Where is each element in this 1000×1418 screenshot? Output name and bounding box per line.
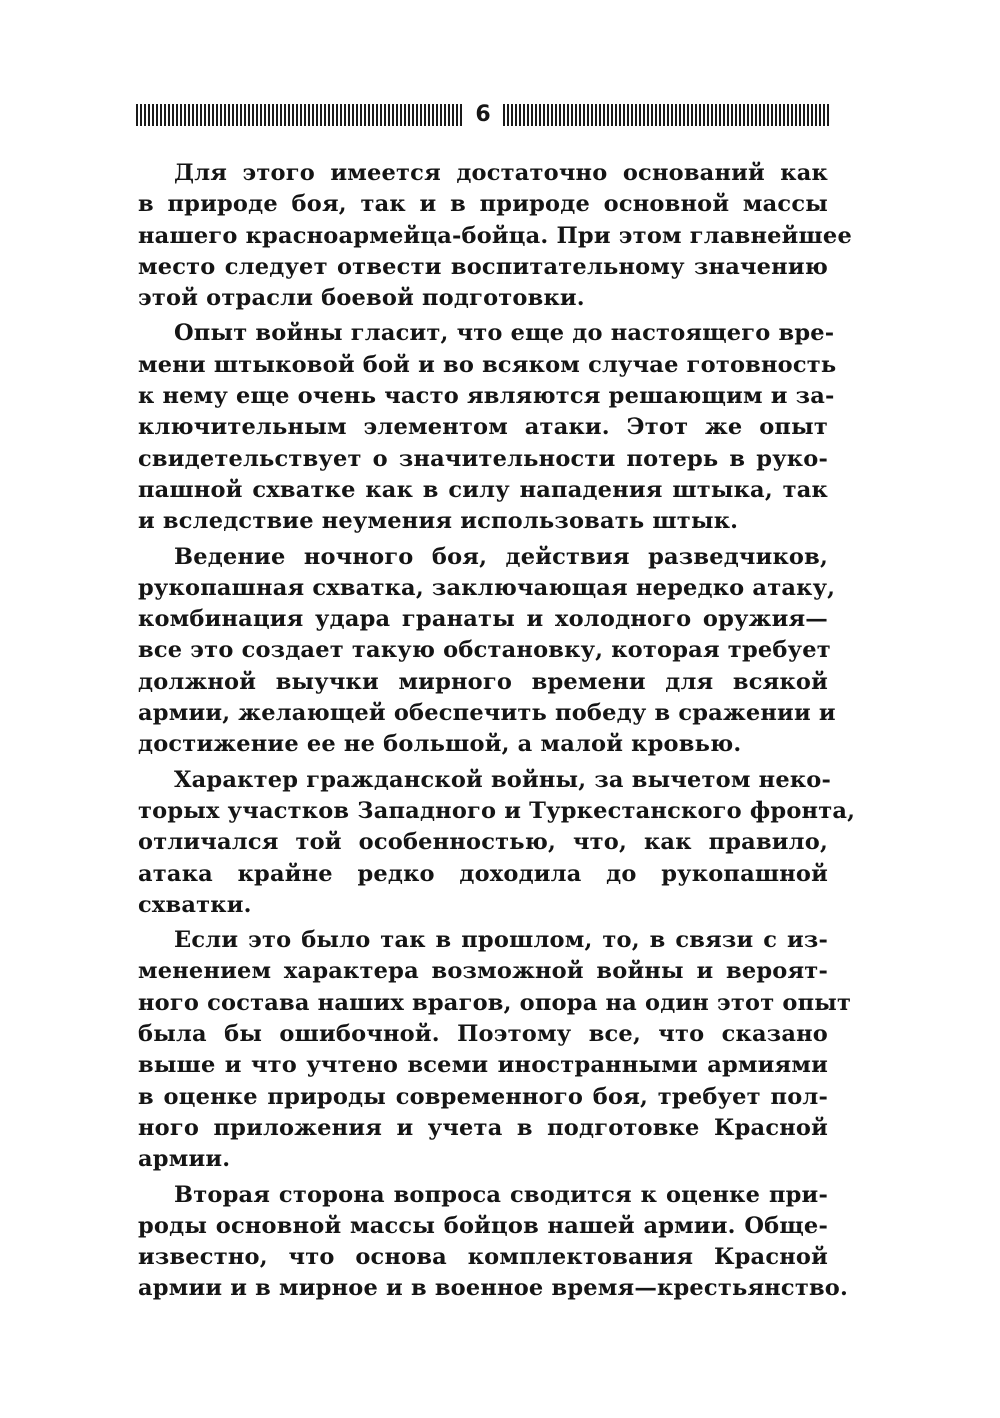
text-line: была бы ошибочной. Поэтому все, что сказано	[138, 1021, 828, 1048]
text-line: этой отрасли боевой подготовки.	[138, 285, 585, 312]
text-line: армии.	[138, 1146, 231, 1173]
text-line: отличался той особенностью, что, как правило,	[138, 829, 828, 856]
text-line: достижение ее не большой, а малой кровью.	[138, 731, 742, 758]
text-line: пашной схватке как в силу нападения штыка, так	[138, 476, 828, 503]
text-line: в природе боя, так и в природе основной массы	[138, 191, 828, 218]
paragraph-4	[138, 765, 856, 921]
text-line: атака крайне редко доходила до рукопашной	[138, 860, 828, 887]
paragraph-2	[138, 318, 837, 537]
text-line: комбинация удара гранаты и холодного оружия—	[138, 606, 828, 633]
text-line: должной выучки мирного времени для всякой	[138, 668, 828, 695]
paragraph-1	[138, 158, 852, 314]
text-line: ного приложения и учета в подготовке Красной	[138, 1114, 828, 1141]
paragraph-5	[138, 925, 852, 1175]
text-line: к нему еще очень часто являются решающим и за-	[138, 383, 835, 410]
text-line: Для этого имеется достаточно оснований как	[174, 160, 828, 186]
text-line: известно, что основа комплектования Красной	[138, 1244, 828, 1271]
text-line: армии и в мирное и в военное время—крестьянство.	[138, 1275, 849, 1302]
body-text	[138, 158, 856, 1305]
text-line: все это создает такую обстановку, которая требует	[138, 637, 831, 664]
text-line: Ведение ночного боя, действия разведчиков,	[174, 543, 828, 570]
text-line: в оценке природы современного боя, требует пол-	[138, 1083, 828, 1110]
text-line: менением характера возможной войны и вероят-	[138, 958, 828, 985]
text-line: армии, желающей обеспечить победу в сражении и	[138, 700, 836, 727]
running-header	[136, 98, 830, 132]
page-number: 6	[475, 102, 491, 127]
text-line: схватки.	[138, 891, 252, 918]
header-rule-left	[136, 104, 463, 126]
text-line: Если это было так в прошлом, то, в связи с из-	[174, 927, 828, 954]
text-line: ключительным элементом атаки. Этот же опыт	[138, 414, 828, 441]
paragraph-3	[138, 542, 836, 761]
header-rule-right	[503, 104, 830, 126]
text-line: торых участков Западного и Туркестанского фронта,	[138, 797, 856, 824]
text-line: рукопашная схватка, заключающая нередко атаку,	[138, 574, 836, 601]
text-line: роды основной массы бойцов нашей армии. Обще-	[138, 1212, 828, 1239]
text-line: ного состава наших врагов, опора на один этот опыт	[138, 989, 852, 1016]
paragraph-6	[138, 1180, 849, 1305]
text-line: нашего красноармейца-бойца. При этом главнейшее	[138, 222, 852, 249]
text-line: мени штыковой бой и во всяком случае готовность	[138, 351, 837, 378]
text-line: выше и что учтено всеми иностранными армиями	[138, 1052, 828, 1079]
text-line: Вторая сторона вопроса сводится к оценке при-	[174, 1181, 828, 1208]
text-line: место следует отвести воспитательному значению	[138, 253, 828, 280]
text-line: Характер гражданской войны, за вычетом неко-	[174, 766, 832, 793]
text-line: Опыт войны гласит, что еще до настоящего вре-	[174, 320, 835, 347]
text-line: свидетельствует о значительности потерь в руко-	[138, 445, 828, 472]
text-line: и вследствие неумения использовать штык.	[138, 508, 739, 535]
